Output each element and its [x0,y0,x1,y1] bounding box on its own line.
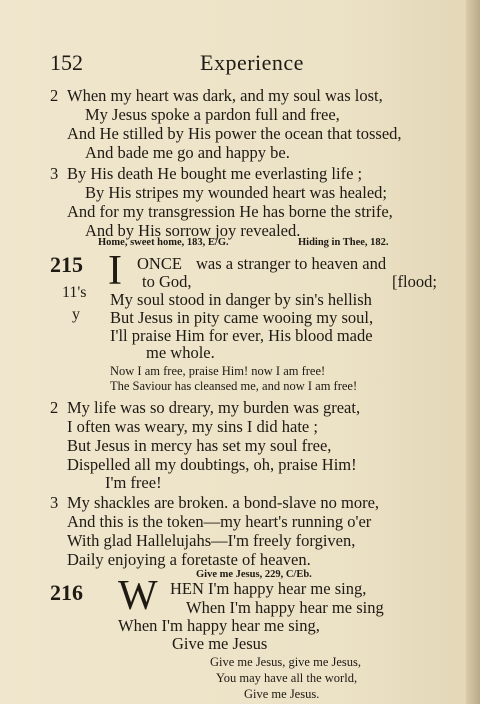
verse-line: When I'm happy hear me sing [186,598,384,617]
verse-line: My Jesus spoke a pardon full and free, [85,105,340,124]
verse-line: My shackles are broken. a bond-slave no more, [67,493,380,512]
stanza-number: 2 [50,398,59,417]
chorus-line: The Saviour has cleansed me, and now I am free! [110,379,358,393]
verse-line: to God, [142,272,192,291]
running-title: Experience [200,50,304,75]
stanza-number: 3 [50,493,59,512]
first-word: ONCE [137,254,182,273]
chorus-line: Give me Jesus, give me Jesus, [210,655,362,669]
verse-line: But Jesus in mercy has set my soul free, [67,436,332,455]
verse-line: [flood; [392,272,437,291]
chorus-line: Give me Jesus. [244,687,320,701]
page-header [50,50,454,76]
tune-reference: Hiding in Thee, 182. [298,237,389,248]
tune-reference: Give me Jesus, 229, C/Eb. [196,569,312,580]
verse-line: By His death He bought me everlasting life ; [67,164,363,183]
page-edge [466,0,480,704]
drop-cap: W [118,573,158,619]
verse-line: And by His sorrow joy revealed. [85,221,301,240]
verse-line: And bade me go and happy be. [85,143,290,162]
verse-line: I'll praise Him for ever, His blood made [110,326,373,345]
meter-mark: y [72,306,80,323]
verse-line: And this is the token—my heart's running o'er [67,512,372,531]
verse-line: Daily enjoying a foretaste of heaven. [67,550,311,569]
hymn-number: 216 [50,580,83,605]
verse-line: I often was weary, my sins I did hate ; [67,417,318,436]
verse-line: And He stilled by His power the ocean that tossed, [67,124,402,143]
verse-line: By His stripes my wounded heart was healed; [85,183,387,202]
verse-line: was a stranger to heaven and [196,254,387,273]
page-number: 152 [50,50,83,75]
stanza-number: 2 [50,86,59,105]
drop-cap: I [108,248,122,294]
verse-line: Dispelled all my doubtings, oh, praise Him! [67,455,357,474]
stanza-number: 3 [50,164,59,183]
verse-line: With glad Hallelujahs—I'm freely forgiven, [67,531,356,550]
meter-mark: 11's [62,284,87,301]
verse-line: When my heart was dark, and my soul was lost, [67,86,383,105]
chorus-line: You may have all the world, [216,671,358,685]
verse-line: me whole. [146,343,215,362]
verse-line: HEN I'm happy hear me sing, [170,579,367,598]
chorus-line: Now I am free, praise Him! now I am free! [110,364,326,378]
tune-reference: Home, sweet home, 183, E/G. [98,237,229,248]
verse-line: But Jesus in pity came wooing my soul, [110,308,374,327]
verse-line: My soul stood in danger by sin's hellish [110,290,372,309]
hymn-number: 215 [50,252,83,277]
verse-line: When I'm happy hear me sing, [118,616,320,635]
verse-line: My life was so dreary, my burden was great, [67,398,361,417]
verse-line: I'm free! [105,473,162,492]
verse-line: And for my transgression He has borne the strife, [67,202,393,221]
verse-line: Give me Jesus [172,634,268,653]
